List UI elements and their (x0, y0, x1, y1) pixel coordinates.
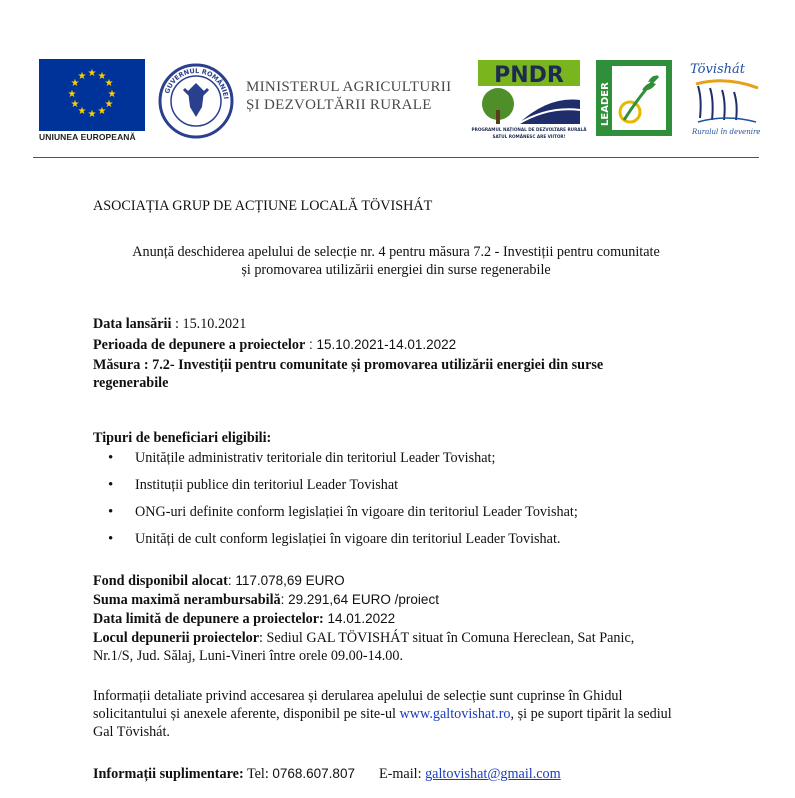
fund-available (93, 572, 703, 590)
fund-value: : 117.078,69 EURO (227, 573, 345, 588)
fund-label: Fond disponibil alocat (93, 573, 228, 589)
svg-text:Ruralul în devenire: Ruralul în devenire (692, 128, 761, 136)
measure (93, 356, 703, 392)
logo-header (0, 0, 795, 160)
svg-text:PROGRAMUL NAȚIONAL DE DEZVOLTA: PROGRAMUL NAȚIONAL DE DEZVOLTARE RURALĂ (471, 127, 587, 132)
pndr-logo (471, 60, 587, 144)
list-item: • ONG-uri definite conform legislației în vigoare din teritoriul Leader Tovishat; (108, 503, 578, 530)
place-value-2: Nr.1/S, Jud. Sălaj, Luni-Vineri între orele 09.00-14.00. (93, 648, 404, 664)
svg-text:★: ★ (104, 78, 114, 89)
info-paragraph (93, 687, 703, 741)
max-amount-label: Suma maximă nerambursabilă (93, 592, 281, 608)
email-link[interactable]: galtovishat@gmail.com (425, 766, 561, 782)
submission-period-label: Perioada de depunere a proiectelor (93, 337, 306, 353)
svg-text:★: ★ (70, 78, 80, 89)
eu-caption: UNIUNEA EUROPEANĂ (39, 132, 136, 142)
place-value-1: : Sediul GAL TÖVISHÁT situat în Comuna Hereclean, Sat Panic, (259, 630, 635, 646)
info-line-2b: , și pe suport tipărit la sediul (510, 706, 672, 722)
announcement-text (93, 243, 699, 279)
header-divider (33, 157, 759, 158)
svg-text:★: ★ (107, 89, 117, 100)
submission-period-value: : 15.10.2021-14.01.2022 (305, 337, 457, 352)
launch-date-label: Data lansării (93, 316, 172, 332)
ministry-line-2: ȘI DEZVOLTĂRII RURALE (246, 97, 432, 113)
svg-text:LEADER: LEADER (600, 82, 611, 126)
website-link[interactable]: www.galtovishat.ro (399, 706, 511, 722)
tel-value: 0768.607.807 (272, 766, 355, 781)
deadline-label: Data limită de depunere a proiectelor: (93, 611, 324, 627)
announcement-line-2: și promovarea utilizării energiei din surse regenerabile (241, 262, 551, 278)
info-line-2a: solicitantului și anexele aferente, disponibil pe site-ul (93, 706, 400, 722)
svg-text:★: ★ (77, 106, 87, 117)
beneficiaries-title: Tipuri de beneficiari eligibili: (93, 430, 272, 446)
extra-info-label: Informații suplimentare: (93, 766, 244, 782)
ministry-name (246, 78, 451, 114)
tovishat-logo (686, 58, 764, 140)
deadline-value: 14.01.2022 (323, 611, 396, 626)
submission-place (93, 629, 703, 665)
svg-text:★: ★ (87, 68, 97, 79)
launch-date (93, 315, 703, 333)
svg-text:★: ★ (104, 99, 114, 110)
svg-text:★: ★ (87, 109, 97, 120)
svg-text:Tövishát: Tövishát (690, 62, 746, 77)
leader-logo (596, 60, 672, 136)
info-line-1: Informații detaliate privind accesarea și derularea apelului de selecție sunt cuprinse în Ghidul (93, 688, 623, 704)
organization-title: ASOCIAȚIA GRUP DE ACȚIUNE LOCALĂ TÖVISHÁT (93, 198, 433, 214)
announcement-line-1: Anunță deschiderea apelului de selecție nr. 4 pentru măsura 7.2 - Investiții pentru comunitate (132, 244, 660, 260)
beneficiaries-list (108, 449, 578, 557)
svg-text:SATUL ROMÂNESC ARE VIITOR!: SATUL ROMÂNESC ARE VIITOR! (492, 134, 566, 139)
svg-text:★: ★ (97, 106, 107, 117)
info-line-3: Gal Tövishát. (93, 724, 170, 740)
svg-text:★: ★ (67, 89, 77, 100)
list-item: • Unități de cult conform legislației în vigoare din teritoriul Leader Tovishat. (108, 530, 578, 557)
eu-flag-logo (39, 59, 145, 131)
tel-label: Tel: (243, 766, 273, 782)
max-amount-value: : 29.291,64 EURO /proiect (280, 592, 439, 607)
deadline (93, 610, 703, 628)
email-label: E-mail: (378, 766, 426, 782)
svg-text:GUVERNUL ROMÂNIEI: GUVERNUL ROMÂNIEI (163, 66, 230, 100)
svg-text:★: ★ (77, 71, 87, 82)
list-item: • Instituții publice din teritoriul Leader Tovishat (108, 476, 578, 503)
measure-line-1: Măsura : 7.2- Investiții pentru comunitate și promovarea utilizării energiei din surse (93, 357, 604, 373)
extra-info (93, 765, 703, 783)
svg-text:PNDR: PNDR (494, 63, 564, 88)
list-item: • Unitățile administrativ teritoriale din teritoriul Leader Tovishat; (108, 449, 578, 476)
ministry-line-1: MINISTERUL AGRICULTURII (246, 79, 452, 95)
svg-text:★: ★ (97, 71, 107, 82)
government-seal-logo (158, 63, 234, 139)
launch-date-value: : 15.10.2021 (171, 316, 247, 332)
svg-text:★: ★ (70, 99, 80, 110)
place-label: Locul depunerii proiectelor (93, 630, 260, 646)
max-amount (93, 591, 703, 609)
measure-line-2: regenerabile (93, 375, 169, 391)
submission-period (93, 336, 703, 354)
